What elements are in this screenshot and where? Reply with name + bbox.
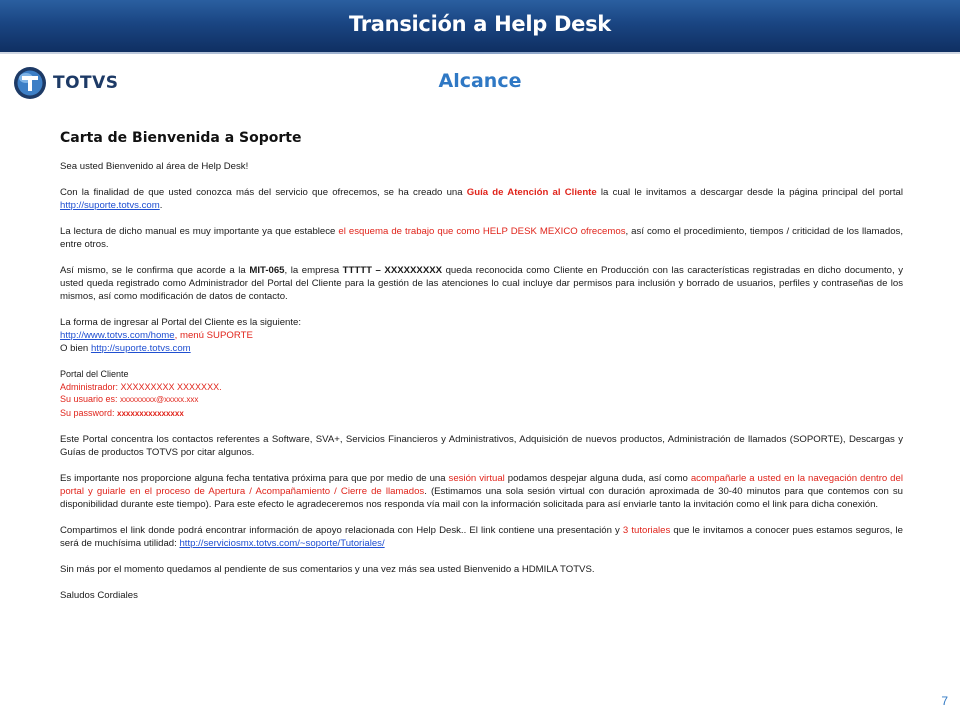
- text: La lectura de dicho manual es muy importante ya que establece: [60, 226, 339, 237]
- text: O bien: [60, 343, 91, 354]
- text: la cual le invitamos a descargar desde la página principal del portal: [596, 187, 903, 198]
- text: . (Estimamos una sola sesión virtual con duración aproximada de 30-40 minutos para que contemos con su disponibilidad durante este tiempo). Para este efecto le agradeceremos nos responda vía mail con la información solicitada para así enviarle tanto la invitación como el link para dicha conexión.: [60, 486, 903, 510]
- text: Compartimos el link donde podrá encontrar información de apoyo relacionada con Help Desk.. El link contiene una presentación y: [60, 525, 623, 536]
- user-label: Su usuario es:: [60, 394, 121, 404]
- portal-title: Portal del Cliente: [60, 369, 129, 379]
- suporte-link[interactable]: http://suporte.totvs.com: [60, 200, 160, 211]
- company-name: TTTTT – XXXXXXXXX: [342, 265, 443, 276]
- title-divider: [0, 52, 960, 54]
- text: podamos despejar alguna duda, así como: [504, 473, 691, 484]
- text: La forma de ingresar al Portal del Cliente es la siguiente:: [60, 317, 302, 328]
- text: , así como el procedimiento, tiempos / criticidad de los llamados, entre otros.: [60, 226, 903, 250]
- virtual-session-highlight: sesión virtual: [448, 473, 505, 484]
- paragraph-portal-contents: Este Portal concentra los contactos referentes a Software, SVA+, Servicios Financieros y Administrativos, Adquisición de nuevos productos, Administración de llamados (SOPORTE), Descargas y Guías de productos TOTVS por citar algunos.: [60, 434, 903, 458]
- scheme-highlight: el esquema de trabajo que como HELP DESK MEXICO ofrecemos: [338, 226, 626, 237]
- user-value: xxxxxxxxx@xxxxx.xxx: [120, 395, 199, 404]
- logo-text: TOTVS: [53, 73, 119, 93]
- letter-body: [60, 130, 903, 615]
- mit-code: MIT-065: [249, 265, 285, 276]
- admin-line: Administrador: XXXXXXXXX XXXXXXX.: [60, 381, 222, 392]
- suporte-link-2[interactable]: http://suporte.totvs.com: [90, 343, 191, 354]
- section-subtitle: Alcance: [438, 70, 522, 92]
- guide-highlight: Guía de Atención al Cliente: [466, 187, 597, 198]
- signoff: Saludos Cordiales: [60, 590, 138, 601]
- letter-heading: Carta de Bienvenida a Soporte: [60, 130, 302, 146]
- tutorials-highlight: 3 tutoriales: [622, 525, 671, 536]
- password-label: Su password:: [60, 407, 118, 418]
- paragraph-confirmation: [60, 264, 903, 303]
- text: queda reconocida como Cliente en Producción con las características registradas en dicho documento, y usted queda registrado como Administrador del Portal del Cliente para la gestión de las atenciones lo cual incluye dar permisos para inclusión y borrado de usuarios, perfiles y contraseñas de los mismos, así como modificación de datos de contacto.: [60, 265, 903, 302]
- totvs-home-link[interactable]: http://www.totvs.com/home: [60, 330, 175, 341]
- text: , la empresa: [284, 265, 343, 276]
- paragraph-virtual-session: [60, 472, 903, 511]
- menu-suporte: , menú SUPORTE: [174, 330, 253, 341]
- text: que le invitamos a conocer pues estamos seguros, le será de muchísima utilidad:: [60, 525, 903, 549]
- paragraph-closing: Sin más por el momento quedamos al pendiente de sus comentarios y una vez más sea usted Bienvenido a HDMILA TOTVS.: [60, 564, 595, 575]
- accompaniment-highlight: acompañarle a usted en la navegación dentro del portal y guiarle en el proceso de Apertura / Acompañamiento / Cierre de llamados: [60, 473, 903, 497]
- text: .: [159, 200, 163, 211]
- page-number: 7: [941, 694, 948, 708]
- portal-credentials: [60, 368, 903, 420]
- slide-title: Transición a Help Desk: [349, 12, 611, 36]
- tutorials-link[interactable]: http://serviciosmx.totvs.com/~soporte/Tutoriales/: [179, 538, 385, 549]
- paragraph-tutorials: [60, 524, 903, 550]
- paragraph-access: [60, 316, 903, 355]
- password-value: xxxxxxxxxxxxxxx: [117, 408, 184, 418]
- text: Así mismo, se le confirma que acorde a la: [60, 265, 250, 276]
- title-bar: [0, 0, 960, 52]
- text: Es importante nos proporcione alguna fecha tentativa próxima para que por medio de una: [60, 473, 449, 484]
- paragraph-welcome: Sea usted Bienvenido al área de Help Desk!: [60, 161, 249, 172]
- paragraph-manual: [60, 225, 903, 251]
- paragraph-guide: [60, 186, 903, 212]
- text: Con la finalidad de que usted conozca más del servicio que ofrecemos, se ha creado una: [60, 187, 467, 198]
